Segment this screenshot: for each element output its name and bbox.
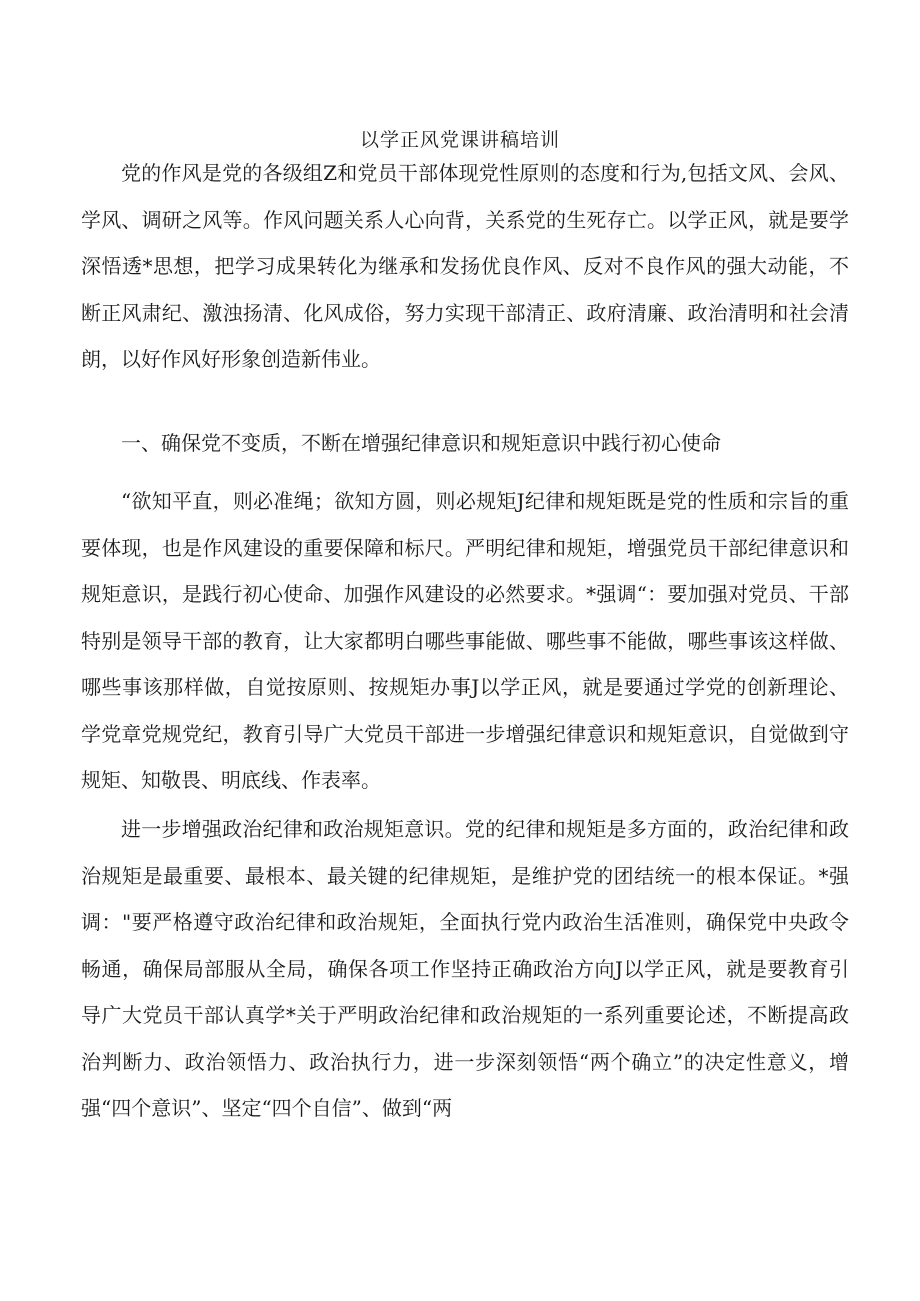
paragraph-intro: 党的作风是党的各级组Z和党员干部体现党性原则的态度和行为,包括文风、会风、学风、调研之风等。作风问题关系人心向背，关系党的生死存亡。以学正风，就是要学深悟透*思想，把学习成果转化为继承和发扬优良作风、反对不良作风的强大动能，不断正风肃纪、激浊扬清、化风成俗，努力实现干部清正、政府清廉、政治清明和社会清朗，以好作风好形象创造新伟业。	[81, 161, 849, 371]
paragraph-political-discipline: 进一步增强政治纪律和政治规矩意识。党的纪律和规矩是多方面的，政治纪律和政治规矩是最重要、最根本、最关键的纪律规矩，是维护党的团结统一的根本保证。*强调："要严格遵守政治纪律和政治规矩，全面执行党内政治生活准则，确保党中央政令畅通，确保局部服从全局，确保各项工作坚持正确政治方向J以学正风，就是要教育引导广大党员干部认真学*关于严明政治纪律和政治规矩的一系列重要论述，不断提高政治判断力、政治领悟力、政治执行力，进一步深刻领悟“两个确立”的决定性意义，增强“四个意识”、坚定“四个自信”、做到“两	[81, 817, 849, 1120]
section-heading-1: 一、确保党不变质，不断在增强纪律意识和规矩意识中践行初心使命	[121, 431, 721, 455]
document-title: 以学正风党课讲稿培训	[359, 129, 560, 151]
paragraph-discipline: “欲知平直，则必准绳；欲知方圆，则必规矩J纪律和规矩既是党的性质和宗旨的重要体现，也是作风建设的重要保障和标尺。严明纪律和规矩，增强党员干部纪律意识和规矩意识，是践行初心使命、加强作风建设的必然要求。*强调“：要加强对党员、干部特别是领导干部的教育，让大家都明白哪些事能做、哪些事不能做，哪些事该这样做、哪些事该那样做，自觉按原则、按规矩办事J以学正风，就是要通过学党的创新理论、学党章党规党纪，教育引导广大党员干部进一步增强纪律意识和规矩意识，自觉做到守规矩、知敬畏、明底线、作表率。	[81, 489, 849, 792]
